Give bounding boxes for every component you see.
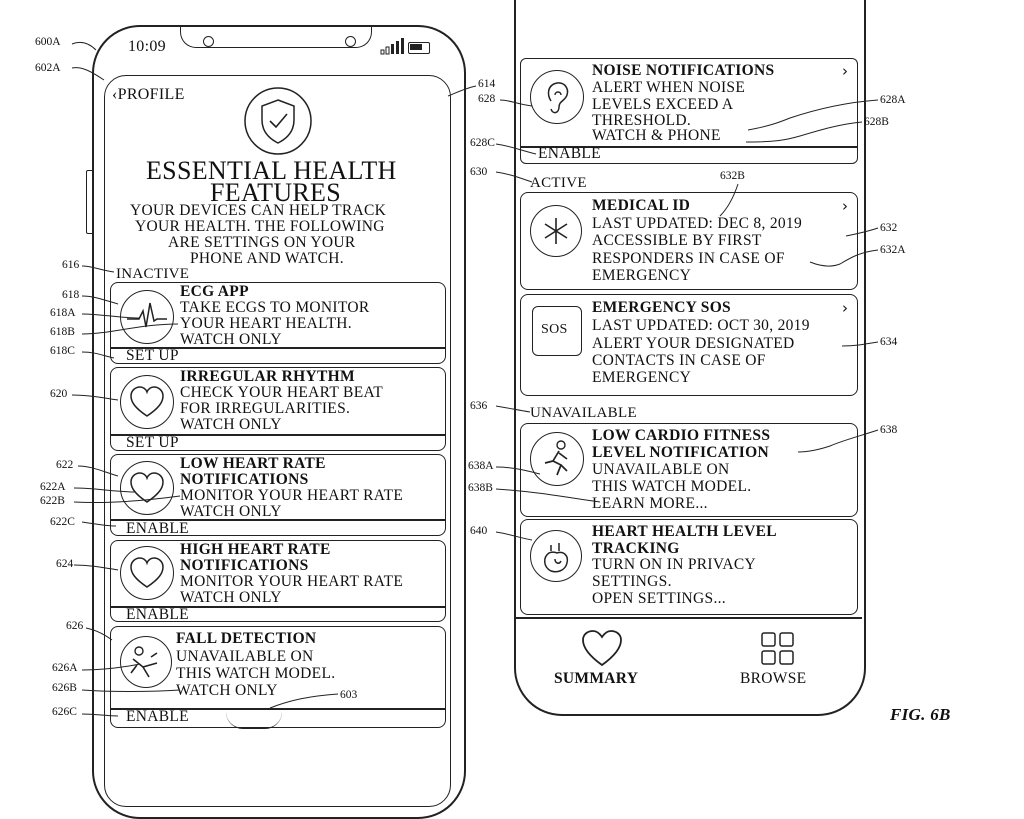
anatomical-heart-icon	[530, 530, 582, 582]
card-title: IRREGULAR RHYTHM	[180, 368, 355, 385]
ref-numeral: 618B	[50, 326, 75, 338]
tab-summary[interactable]	[548, 625, 658, 691]
ref-numeral: 638A	[468, 460, 494, 472]
tab-summary-label: SUMMARY	[554, 670, 639, 687]
ref-numeral: 602A	[35, 62, 61, 74]
setup-button[interactable]: SET UP	[126, 434, 179, 451]
card-line: THIS WATCH MODEL.	[176, 665, 336, 682]
ref-numeral: 620	[50, 388, 68, 400]
ref-numeral: 600A	[35, 36, 61, 48]
tab-browse-label: BROWSE	[740, 670, 807, 687]
card-line: WATCH & PHONE	[592, 127, 721, 144]
ecg-waveform-icon	[120, 290, 174, 344]
ref-numeral: 618A	[50, 307, 76, 319]
ref-numeral: 622C	[50, 516, 75, 528]
card-line: RESPONDERS IN CASE OF	[592, 250, 785, 267]
card-line: MONITOR YOUR HEART RATE	[180, 487, 404, 504]
ref-numeral: 622A	[40, 481, 66, 493]
card-line: EMERGENCY	[592, 369, 692, 386]
card-line: YOUR HEART HEALTH.	[180, 315, 352, 332]
setup-button[interactable]: SET UP	[126, 347, 179, 364]
card-line: CHECK YOUR HEART BEAT	[180, 384, 384, 401]
grid-squares-icon	[760, 631, 796, 667]
card-title-line2: LEVEL NOTIFICATION	[592, 444, 769, 461]
ref-numeral: 640	[470, 525, 488, 537]
card-title-line2: NOTIFICATIONS	[180, 471, 309, 488]
intro-line: PHONE AND WATCH.	[190, 250, 344, 267]
card-title: FALL DETECTION	[176, 630, 317, 647]
ref-numeral: 628B	[864, 116, 889, 128]
status-time: 10:09	[128, 38, 166, 55]
camera-dot-2	[345, 36, 356, 47]
card-line: WATCH ONLY	[180, 503, 282, 520]
figure-label: FIG. 6B	[890, 705, 951, 724]
back-label: PROFILE	[117, 86, 185, 103]
heart-outline-icon	[580, 629, 624, 667]
ref-numeral: 628C	[470, 137, 495, 149]
card-line: WATCH ONLY	[180, 589, 282, 606]
card-line: LAST UPDATED: DEC 8, 2019	[592, 215, 803, 232]
ref-numeral: 628A	[880, 94, 906, 106]
card-line: WATCH ONLY	[180, 331, 282, 348]
heart-icon	[120, 461, 174, 515]
card-line: UNAVAILABLE ON	[176, 648, 314, 665]
card-line: CONTACTS IN CASE OF	[592, 352, 766, 369]
page-title-line2: FEATURES	[210, 178, 341, 207]
intro-line: YOUR DEVICES CAN HELP TRACK	[130, 202, 387, 219]
ref-numeral: 632B	[720, 170, 745, 182]
card-line: ALERT WHEN NOISE	[592, 79, 746, 96]
card-line: THRESHOLD.	[592, 112, 692, 129]
card-title: LOW HEART RATE	[180, 455, 326, 472]
chevron-right-icon: ›	[842, 197, 848, 215]
card-line: LAST UPDATED: OCT 30, 2019	[592, 317, 810, 334]
ref-numeral: 618	[62, 289, 80, 301]
card-line: EMERGENCY	[592, 267, 692, 284]
learn-more-link[interactable]: LEARN MORE...	[592, 495, 708, 512]
intro-line: YOUR HEALTH. THE FOLLOWING	[135, 218, 385, 235]
ref-numeral: 603	[340, 689, 358, 701]
enable-button[interactable]: ENABLE	[538, 145, 601, 162]
enable-button[interactable]: ENABLE	[126, 708, 189, 725]
heart-icon	[120, 375, 174, 429]
ref-numeral: 618C	[50, 345, 75, 357]
card-title-line2: NOTIFICATIONS	[180, 557, 309, 574]
card-line: THIS WATCH MODEL.	[592, 478, 752, 495]
enable-button[interactable]: ENABLE	[126, 606, 189, 623]
home-indicator	[226, 712, 282, 729]
fall-person-icon	[120, 636, 172, 688]
ref-numeral: 626A	[52, 662, 78, 674]
medical-asterisk-icon	[530, 205, 582, 257]
signal-icon	[380, 38, 406, 55]
card-line: TURN ON IN PRIVACY	[592, 556, 757, 573]
card-title: HEART HEALTH LEVEL	[592, 523, 777, 540]
ref-numeral: 626C	[52, 706, 77, 718]
page-title-line1: ESSENTIAL HEALTH	[146, 156, 397, 185]
sos-icon	[532, 306, 582, 356]
ref-numeral: 626	[66, 620, 84, 632]
chevron-left-icon: ‹	[112, 86, 118, 103]
section-header-active: ACTIVE	[530, 175, 587, 191]
card-title: HIGH HEART RATE	[180, 541, 331, 558]
battery-icon	[408, 42, 430, 54]
card-line: WATCH ONLY	[176, 682, 278, 699]
shield-check-icon	[244, 86, 312, 156]
tab-browse[interactable]	[728, 625, 828, 691]
ref-numeral: 638B	[468, 482, 493, 494]
ref-numeral: 632	[880, 222, 898, 234]
ref-numeral: 624	[56, 558, 74, 570]
tab-bar-divider	[516, 617, 862, 619]
card-title: EMERGENCY SOS	[592, 299, 731, 316]
leader-line	[72, 42, 96, 50]
ref-numeral: 622B	[40, 495, 65, 507]
ref-numeral: 626B	[52, 682, 77, 694]
card-line: MONITOR YOUR HEART RATE	[180, 573, 404, 590]
section-header-unavailable: UNAVAILABLE	[530, 405, 637, 421]
open-settings-link[interactable]: OPEN SETTINGS...	[592, 590, 726, 607]
ref-numeral: 636	[470, 400, 488, 412]
enable-button[interactable]: ENABLE	[126, 520, 189, 537]
card-line: FOR IRREGULARITIES.	[180, 400, 351, 417]
left-phone-side-button	[86, 170, 94, 234]
running-person-icon	[530, 432, 584, 486]
card-line: TAKE ECGS TO MONITOR	[180, 299, 370, 316]
ref-numeral: 622	[56, 459, 74, 471]
ref-numeral: 634	[880, 336, 898, 348]
sos-icon-text: SOS	[541, 322, 568, 337]
card-line: LEVELS EXCEED A	[592, 96, 734, 113]
ear-icon	[530, 70, 584, 124]
ref-numeral: 638	[880, 424, 898, 436]
card-line: UNAVAILABLE ON	[592, 461, 730, 478]
card-title-line2: TRACKING	[592, 540, 680, 557]
card-line: ACCESSIBLE BY FIRST	[592, 232, 762, 249]
ref-numeral: 628	[478, 93, 496, 105]
ref-numeral: 630	[470, 166, 488, 178]
card-title: MEDICAL ID	[592, 197, 691, 214]
card-line: ALERT YOUR DESIGNATED	[592, 335, 795, 352]
chevron-right-icon: ›	[842, 299, 848, 317]
ref-numeral: 616	[62, 259, 80, 271]
card-line: WATCH ONLY	[180, 416, 282, 433]
back-to-profile-link[interactable]	[112, 86, 185, 104]
ref-numeral: 614	[478, 78, 496, 90]
chevron-right-icon: ›	[842, 62, 848, 80]
card-title: ECG APP	[180, 283, 249, 300]
heart-icon	[120, 546, 174, 600]
card-line: SETTINGS.	[592, 573, 672, 590]
ref-numeral: 632A	[880, 244, 906, 256]
card-title: LOW CARDIO FITNESS	[592, 427, 771, 444]
intro-line: ARE SETTINGS ON YOUR	[168, 234, 356, 251]
section-header-inactive: INACTIVE	[116, 266, 190, 282]
camera-dot-1	[203, 36, 214, 47]
card-title: NOISE NOTIFICATIONS	[592, 62, 775, 79]
